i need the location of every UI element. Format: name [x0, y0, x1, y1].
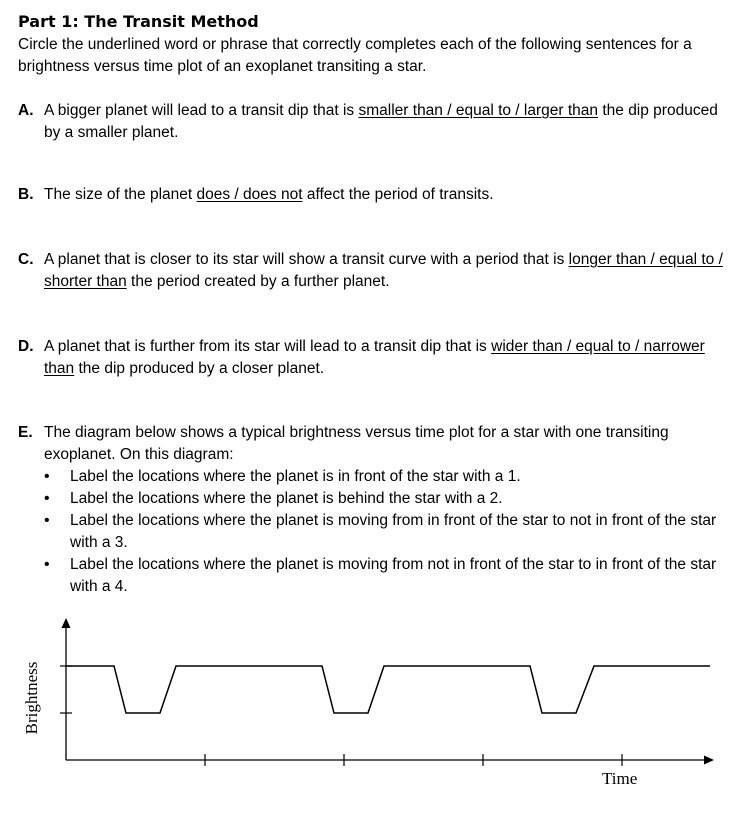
question-c-choices[interactable]: longer than / equal to / shorter than [44, 251, 723, 290]
question-a-choices[interactable]: smaller than / equal to / larger than [358, 102, 599, 119]
question-b [18, 184, 738, 206]
bullet-item: • Label the locations where the planet is moving from in front of the star to not in front of the star with a 3. [44, 510, 738, 554]
instructions: Circle the underlined word or phrase that correctly completes each of the following sentences for a brightness versus time plot of an exoplanet transiting a star. [18, 36, 692, 75]
question-letter: E. [18, 424, 33, 441]
question-c [18, 249, 738, 293]
question-text [44, 422, 738, 598]
question-d-end: the dip produced by a closer planet. [74, 360, 325, 377]
brightness-curve [66, 666, 710, 713]
question-a-stem: A bigger planet will lead to a transit dip that is [44, 102, 359, 119]
question-text [44, 249, 738, 293]
question-e-stem: The diagram below shows a typical brightness versus time plot for a star with one transiting exoplanet. On this diagram: [44, 424, 669, 463]
question-d [18, 336, 738, 380]
question-c-end: the period created by a further planet. [126, 273, 390, 290]
question-e [18, 422, 738, 598]
x-axis-label: Time [602, 769, 638, 788]
question-text [44, 100, 738, 144]
question-text [44, 336, 738, 380]
bullet-item: • Label the locations where the planet is behind the star with a 2. [44, 488, 738, 510]
bullet-item: • Label the locations where the planet is in front of the star with a 1. [44, 466, 738, 488]
question-c-stem: A planet that is closer to its star will show a transit curve with a period that is [44, 251, 569, 268]
question-b-choices[interactable]: does / does not [196, 186, 303, 203]
question-a [18, 100, 738, 144]
question-letter: C. [18, 251, 34, 268]
part-title: Part 1: The Transit Method [18, 12, 259, 31]
question-letter: D. [18, 338, 34, 355]
question-a-end: the dip produced by a smaller planet. [44, 102, 718, 141]
bullet-item: • Label the locations where the planet is moving from not in front of the star to in front of the star with a 4. [44, 554, 738, 598]
question-d-stem: A planet that is further from its star will lead to a transit dip that is [44, 338, 492, 355]
instruction-bullets [44, 466, 738, 598]
y-axis-label: Brightness [22, 661, 41, 735]
question-b-end: affect the period of transits. [302, 186, 494, 203]
question-text [44, 184, 738, 206]
x-axis-arrow [704, 756, 714, 765]
transit-light-curve-diagram[interactable] [0, 610, 754, 780]
question-b-stem: The size of the planet [44, 186, 197, 203]
question-d-choices[interactable]: wider than / equal to / narrower than [44, 338, 705, 377]
y-axis-arrow [62, 618, 71, 628]
question-letter: B. [18, 186, 34, 203]
question-letter: A. [18, 102, 34, 119]
